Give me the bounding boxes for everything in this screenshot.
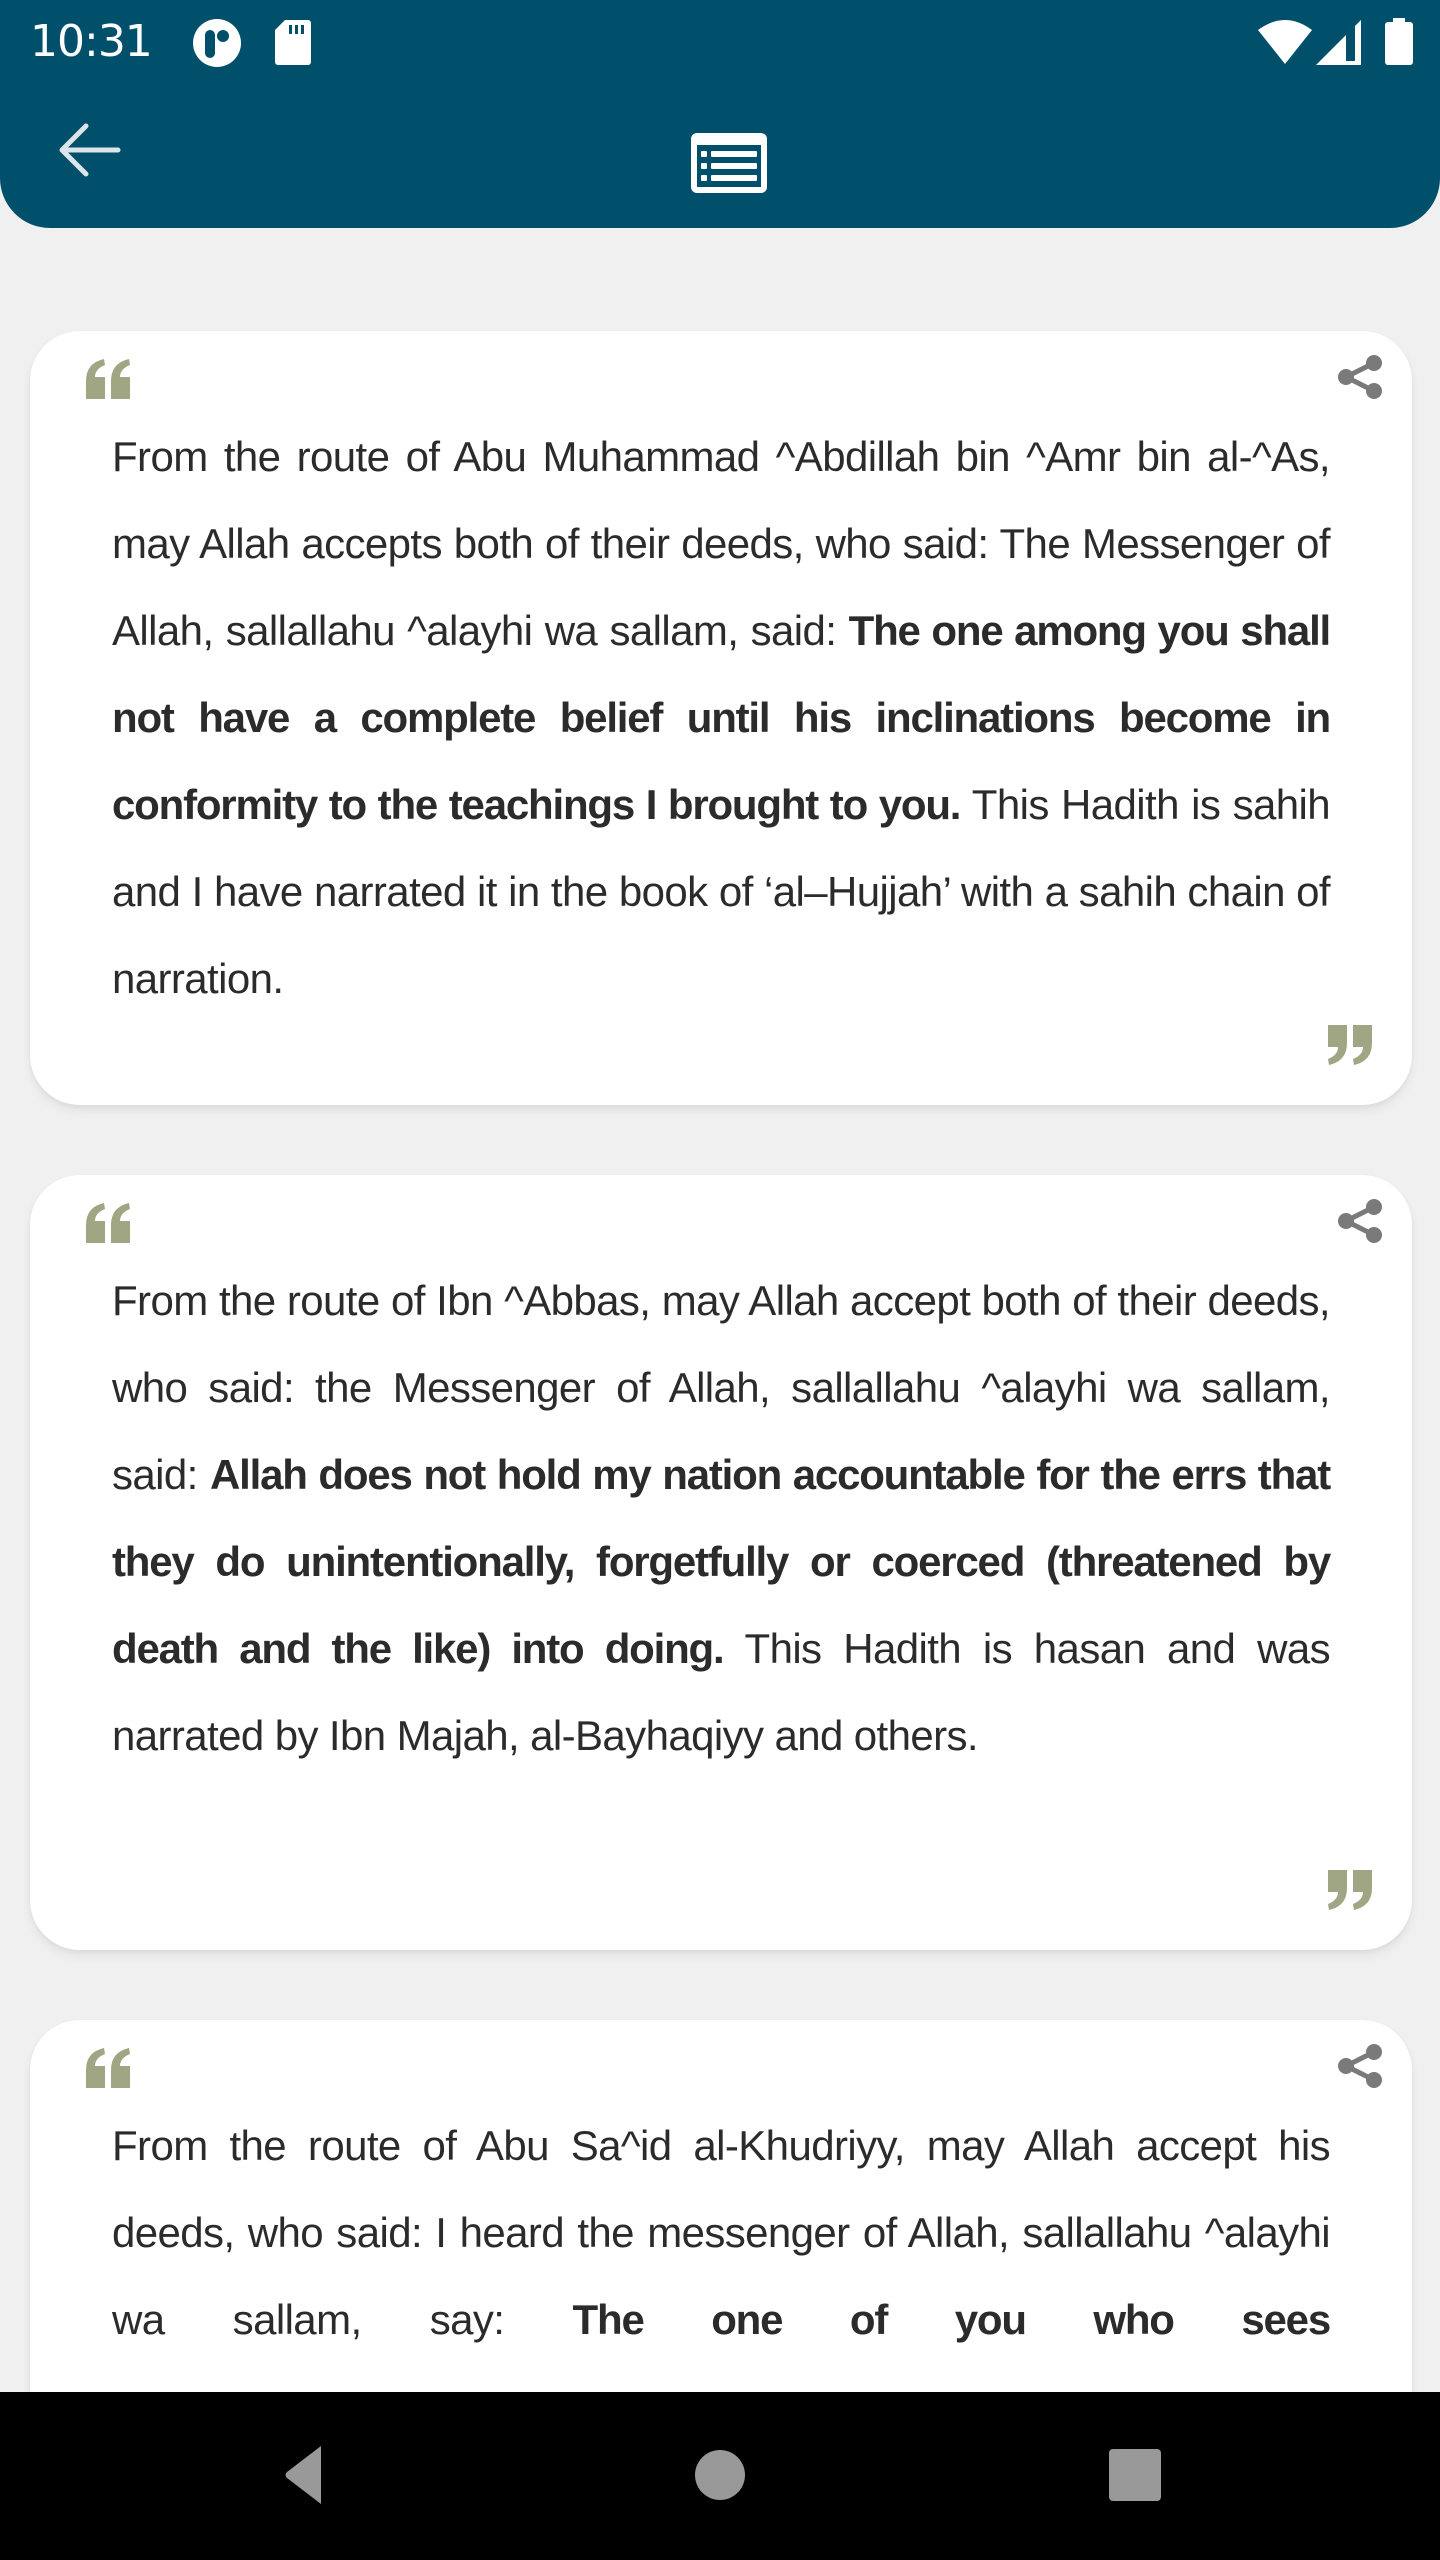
share-button[interactable]	[1332, 2038, 1388, 2094]
nav-back-icon	[265, 2432, 355, 2522]
quote-open-icon	[86, 2048, 132, 2088]
share-icon	[1332, 1193, 1388, 1249]
hadith-grading: This Hadith is sahih and I have narrated it in the book of ‘al–Hujjah’ with a sahih chain of narration.	[112, 781, 1330, 1002]
hadith-text	[112, 413, 1330, 1022]
nav-recents-icon	[1090, 2432, 1180, 2522]
share-icon	[1332, 349, 1388, 405]
hadith-list[interactable]	[0, 228, 1440, 2392]
back-button[interactable]	[50, 110, 130, 190]
hadith-card	[30, 331, 1412, 1105]
quote-close-icon	[1326, 1870, 1372, 1910]
share-button[interactable]	[1332, 349, 1388, 405]
hadith-grading: This Hadith is hasan and was narrated by Ibn Majah, al-Bayhaqiyy and others.	[112, 1625, 1331, 1759]
system-nav-bar	[0, 2392, 1440, 2560]
quote-open-icon	[86, 359, 132, 399]
status-bar	[0, 0, 1440, 84]
nav-back-button[interactable]	[265, 2432, 355, 2522]
quote-close-icon	[1326, 1025, 1372, 1065]
share-icon	[1332, 2038, 1388, 2094]
hadith-saying: Allah does not hold my nation accountable for the errs that they do unintentionally, forgetfully or coerced (threatened by death and the like) into doing.	[112, 1451, 1330, 1672]
hadith-text	[112, 2102, 1330, 2363]
cellular-signal-icon	[1316, 20, 1361, 65]
hadith-saying: The one among you shall not have a complete belief until his inclinations become in conformity to the teachings I brought to you.	[112, 607, 1331, 828]
quote-open-icon	[86, 1203, 132, 1243]
hadith-text	[112, 1257, 1330, 1779]
wifi-icon	[1258, 20, 1312, 64]
nav-home-icon	[675, 2432, 765, 2522]
hadith-card	[30, 2020, 1412, 2392]
hadith-intro: From the route of Abu Sa^id al-Khudriyy, may Allah accept his deeds, who said: I heard the messenger of Allah, sallallahu ^alayhi wa sallam, say:	[112, 2122, 1330, 2343]
app-notification-icon	[192, 18, 242, 68]
share-button[interactable]	[1332, 1193, 1388, 1249]
hadith-intro: From the route of Ibn ^Abbas, may Allah accept both of their deeds, who said: the Messenger of Allah, sallallahu ^alayhi wa sallam, said:	[112, 1277, 1330, 1498]
hadith-intro: From the route of Abu Muhammad ^Abdillah bin ^Amr bin al-^As, may Allah accepts both of their deeds, who said: The Messenger of Allah, sallallahu ^alayhi wa sallam, said:	[112, 433, 1330, 654]
battery-icon	[1385, 18, 1413, 65]
nav-home-button[interactable]	[675, 2432, 765, 2522]
hadith-saying: The one of you who sees	[572, 2296, 1330, 2343]
table-of-contents-icon	[686, 128, 770, 198]
sd-card-icon	[275, 20, 311, 65]
status-time: 10:31	[30, 16, 152, 67]
nav-recents-button[interactable]	[1090, 2432, 1180, 2522]
app-bar	[0, 0, 1440, 228]
arrow-left-icon	[50, 110, 130, 190]
table-of-contents-button[interactable]	[686, 128, 770, 198]
hadith-card	[30, 1175, 1412, 1950]
